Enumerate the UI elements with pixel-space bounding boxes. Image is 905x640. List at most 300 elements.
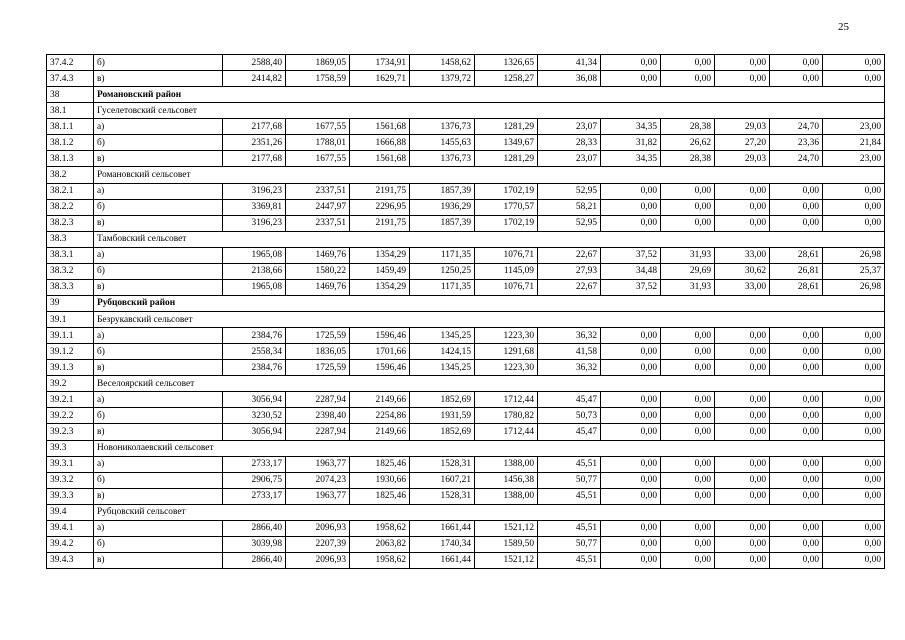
value-cell: 3230,52 bbox=[223, 408, 286, 424]
value-cell: 1281,29 bbox=[475, 151, 538, 167]
table-row bbox=[47, 71, 885, 87]
value-cell: 1459,49 bbox=[350, 263, 410, 279]
value-cell: 1869,05 bbox=[286, 55, 350, 71]
row-code: 38 bbox=[47, 87, 94, 103]
table-row bbox=[47, 536, 885, 552]
value-cell: 1965,08 bbox=[223, 247, 286, 263]
row-code: 37.4.2 bbox=[47, 55, 94, 71]
row-option: б) bbox=[94, 135, 223, 151]
table-row bbox=[47, 328, 885, 344]
value-cell: 1661,44 bbox=[410, 552, 475, 568]
value-cell: 2207,39 bbox=[286, 536, 350, 552]
value-cell: 0,00 bbox=[823, 55, 885, 71]
value-cell: 0,00 bbox=[770, 520, 823, 536]
value-cell: 1740,34 bbox=[410, 536, 475, 552]
value-cell: 0,00 bbox=[715, 360, 770, 376]
value-cell: 2384,76 bbox=[223, 360, 286, 376]
value-cell: 1825,46 bbox=[350, 488, 410, 504]
value-cell: 0,00 bbox=[770, 424, 823, 440]
table-row bbox=[47, 552, 885, 568]
value-cell: 0,00 bbox=[770, 360, 823, 376]
row-option: в) bbox=[94, 424, 223, 440]
value-cell: 1758,59 bbox=[286, 71, 350, 87]
table-row bbox=[47, 151, 885, 167]
value-cell: 0,00 bbox=[601, 520, 661, 536]
row-code: 39.4.3 bbox=[47, 552, 94, 568]
value-cell: 0,00 bbox=[770, 183, 823, 199]
value-cell: 1561,68 bbox=[350, 119, 410, 135]
value-cell: 29,03 bbox=[715, 151, 770, 167]
value-cell: 0,00 bbox=[661, 424, 715, 440]
value-cell: 28,61 bbox=[770, 247, 823, 263]
table-row bbox=[47, 456, 885, 472]
value-cell: 2149,66 bbox=[350, 392, 410, 408]
value-cell: 1607,21 bbox=[410, 472, 475, 488]
council-name: Тамбовский сельсовет bbox=[94, 231, 885, 247]
value-cell: 0,00 bbox=[715, 488, 770, 504]
value-cell: 0,00 bbox=[823, 215, 885, 231]
value-cell: 31,93 bbox=[661, 279, 715, 295]
value-cell: 34,48 bbox=[601, 263, 661, 279]
value-cell: 0,00 bbox=[661, 472, 715, 488]
row-option: а) bbox=[94, 119, 223, 135]
value-cell: 2398,40 bbox=[286, 408, 350, 424]
row-code: 39.3.2 bbox=[47, 472, 94, 488]
value-cell: 0,00 bbox=[823, 71, 885, 87]
value-cell: 2096,93 bbox=[286, 520, 350, 536]
value-cell: 1852,69 bbox=[410, 392, 475, 408]
row-option: в) bbox=[94, 360, 223, 376]
value-cell: 1458,62 bbox=[410, 55, 475, 71]
value-cell: 1528,31 bbox=[410, 488, 475, 504]
value-cell: 0,00 bbox=[715, 520, 770, 536]
row-option: б) bbox=[94, 344, 223, 360]
value-cell: 1223,30 bbox=[475, 360, 538, 376]
table-row bbox=[47, 360, 885, 376]
value-cell: 0,00 bbox=[601, 552, 661, 568]
tariff-table bbox=[46, 54, 885, 569]
value-cell: 2096,93 bbox=[286, 552, 350, 568]
value-cell: 52,95 bbox=[538, 215, 601, 231]
value-cell: 52,95 bbox=[538, 183, 601, 199]
value-cell: 1561,68 bbox=[350, 151, 410, 167]
district-name: Романовский район bbox=[94, 87, 885, 103]
value-cell: 36,08 bbox=[538, 71, 601, 87]
row-option: б) bbox=[94, 408, 223, 424]
table-row bbox=[47, 392, 885, 408]
district-header-row bbox=[47, 295, 885, 311]
table-body bbox=[47, 55, 885, 569]
table-row bbox=[47, 344, 885, 360]
table-row bbox=[47, 263, 885, 279]
table-row bbox=[47, 119, 885, 135]
value-cell: 1958,62 bbox=[350, 520, 410, 536]
value-cell: 1958,62 bbox=[350, 552, 410, 568]
table-row bbox=[47, 183, 885, 199]
value-cell: 1963,77 bbox=[286, 456, 350, 472]
value-cell: 0,00 bbox=[823, 536, 885, 552]
value-cell: 1580,22 bbox=[286, 263, 350, 279]
table-row bbox=[47, 215, 885, 231]
row-code: 39.3 bbox=[47, 440, 94, 456]
row-code: 39.4.2 bbox=[47, 536, 94, 552]
value-cell: 3056,94 bbox=[223, 424, 286, 440]
value-cell: 0,00 bbox=[715, 215, 770, 231]
value-cell: 0,00 bbox=[601, 392, 661, 408]
council-header-row bbox=[47, 312, 885, 328]
value-cell: 2287,94 bbox=[286, 392, 350, 408]
value-cell: 0,00 bbox=[715, 199, 770, 215]
value-cell: 0,00 bbox=[823, 488, 885, 504]
value-cell: 1456,38 bbox=[475, 472, 538, 488]
value-cell: 28,33 bbox=[538, 135, 601, 151]
value-cell: 1376,73 bbox=[410, 119, 475, 135]
value-cell: 1291,68 bbox=[475, 344, 538, 360]
row-code: 38.2 bbox=[47, 167, 94, 183]
value-cell: 1852,69 bbox=[410, 424, 475, 440]
value-cell: 36,32 bbox=[538, 328, 601, 344]
value-cell: 0,00 bbox=[823, 344, 885, 360]
value-cell: 3369,81 bbox=[223, 199, 286, 215]
value-cell: 1825,46 bbox=[350, 456, 410, 472]
value-cell: 1388,00 bbox=[475, 488, 538, 504]
value-cell: 1661,44 bbox=[410, 520, 475, 536]
value-cell: 0,00 bbox=[823, 552, 885, 568]
row-option: в) bbox=[94, 488, 223, 504]
row-option: б) bbox=[94, 263, 223, 279]
value-cell: 34,35 bbox=[601, 119, 661, 135]
value-cell: 1702,19 bbox=[475, 183, 538, 199]
value-cell: 0,00 bbox=[770, 536, 823, 552]
value-cell: 1931,59 bbox=[410, 408, 475, 424]
value-cell: 45,47 bbox=[538, 392, 601, 408]
value-cell: 25,37 bbox=[823, 263, 885, 279]
row-code: 38.1.1 bbox=[47, 119, 94, 135]
value-cell: 0,00 bbox=[823, 183, 885, 199]
value-cell: 0,00 bbox=[661, 199, 715, 215]
value-cell: 0,00 bbox=[770, 408, 823, 424]
value-cell: 2906,75 bbox=[223, 472, 286, 488]
value-cell: 0,00 bbox=[601, 71, 661, 87]
row-code: 39.3.3 bbox=[47, 488, 94, 504]
value-cell: 30,62 bbox=[715, 263, 770, 279]
value-cell: 0,00 bbox=[661, 215, 715, 231]
value-cell: 1223,30 bbox=[475, 328, 538, 344]
value-cell: 33,00 bbox=[715, 247, 770, 263]
value-cell: 1734,91 bbox=[350, 55, 410, 71]
value-cell: 0,00 bbox=[601, 472, 661, 488]
council-header-row bbox=[47, 440, 885, 456]
row-code: 39.1.1 bbox=[47, 328, 94, 344]
value-cell: 45,51 bbox=[538, 552, 601, 568]
row-option: а) bbox=[94, 456, 223, 472]
value-cell: 0,00 bbox=[661, 520, 715, 536]
value-cell: 36,32 bbox=[538, 360, 601, 376]
value-cell: 22,67 bbox=[538, 279, 601, 295]
value-cell: 0,00 bbox=[661, 183, 715, 199]
value-cell: 0,00 bbox=[715, 55, 770, 71]
value-cell: 26,62 bbox=[661, 135, 715, 151]
value-cell: 0,00 bbox=[601, 424, 661, 440]
row-option: б) bbox=[94, 199, 223, 215]
value-cell: 1836,05 bbox=[286, 344, 350, 360]
value-cell: 1528,31 bbox=[410, 456, 475, 472]
value-cell: 2866,40 bbox=[223, 552, 286, 568]
value-cell: 2254,86 bbox=[350, 408, 410, 424]
row-option: а) bbox=[94, 392, 223, 408]
council-name: Гуселетовский сельсовет bbox=[94, 103, 885, 119]
value-cell: 2337,51 bbox=[286, 183, 350, 199]
row-code: 38.2.3 bbox=[47, 215, 94, 231]
value-cell: 31,82 bbox=[601, 135, 661, 151]
value-cell: 1677,55 bbox=[286, 151, 350, 167]
value-cell: 2296,95 bbox=[350, 199, 410, 215]
value-cell: 0,00 bbox=[823, 392, 885, 408]
value-cell: 28,38 bbox=[661, 151, 715, 167]
value-cell: 41,34 bbox=[538, 55, 601, 71]
value-cell: 23,00 bbox=[823, 151, 885, 167]
value-cell: 0,00 bbox=[661, 360, 715, 376]
value-cell: 34,35 bbox=[601, 151, 661, 167]
row-option: в) bbox=[94, 71, 223, 87]
value-cell: 0,00 bbox=[770, 55, 823, 71]
value-cell: 0,00 bbox=[715, 456, 770, 472]
value-cell: 0,00 bbox=[661, 456, 715, 472]
council-name: Безрукавский сельсовет bbox=[94, 312, 885, 328]
value-cell: 0,00 bbox=[601, 488, 661, 504]
value-cell: 2866,40 bbox=[223, 520, 286, 536]
row-option: в) bbox=[94, 279, 223, 295]
value-cell: 1712,44 bbox=[475, 424, 538, 440]
value-cell: 1076,71 bbox=[475, 279, 538, 295]
value-cell: 27,93 bbox=[538, 263, 601, 279]
value-cell: 1388,00 bbox=[475, 456, 538, 472]
value-cell: 27,20 bbox=[715, 135, 770, 151]
value-cell: 1281,29 bbox=[475, 119, 538, 135]
value-cell: 0,00 bbox=[770, 392, 823, 408]
value-cell: 23,07 bbox=[538, 151, 601, 167]
table-row bbox=[47, 520, 885, 536]
row-code: 38.3.2 bbox=[47, 263, 94, 279]
value-cell: 45,51 bbox=[538, 520, 601, 536]
value-cell: 0,00 bbox=[823, 199, 885, 215]
value-cell: 1589,50 bbox=[475, 536, 538, 552]
row-code: 38.2.2 bbox=[47, 199, 94, 215]
row-option: а) bbox=[94, 247, 223, 263]
row-option: а) bbox=[94, 520, 223, 536]
value-cell: 0,00 bbox=[770, 215, 823, 231]
row-option: б) bbox=[94, 472, 223, 488]
district-header-row bbox=[47, 87, 885, 103]
value-cell: 50,77 bbox=[538, 536, 601, 552]
value-cell: 1936,29 bbox=[410, 199, 475, 215]
value-cell: 21,84 bbox=[823, 135, 885, 151]
value-cell: 1469,76 bbox=[286, 279, 350, 295]
value-cell: 1596,46 bbox=[350, 360, 410, 376]
value-cell: 23,36 bbox=[770, 135, 823, 151]
table-row bbox=[47, 408, 885, 424]
value-cell: 45,47 bbox=[538, 424, 601, 440]
value-cell: 0,00 bbox=[661, 536, 715, 552]
value-cell: 2191,75 bbox=[350, 183, 410, 199]
council-header-row bbox=[47, 167, 885, 183]
value-cell: 0,00 bbox=[715, 344, 770, 360]
value-cell: 2074,23 bbox=[286, 472, 350, 488]
value-cell: 1788,01 bbox=[286, 135, 350, 151]
value-cell: 2149,66 bbox=[350, 424, 410, 440]
row-option: в) bbox=[94, 552, 223, 568]
value-cell: 0,00 bbox=[601, 215, 661, 231]
value-cell: 31,93 bbox=[661, 247, 715, 263]
value-cell: 1725,59 bbox=[286, 328, 350, 344]
row-code: 39.4.1 bbox=[47, 520, 94, 536]
value-cell: 1725,59 bbox=[286, 360, 350, 376]
value-cell: 0,00 bbox=[661, 328, 715, 344]
table-row bbox=[47, 472, 885, 488]
value-cell: 1702,19 bbox=[475, 215, 538, 231]
value-cell: 41,58 bbox=[538, 344, 601, 360]
value-cell: 1376,73 bbox=[410, 151, 475, 167]
value-cell: 0,00 bbox=[601, 199, 661, 215]
value-cell: 2447,97 bbox=[286, 199, 350, 215]
table-row bbox=[47, 55, 885, 71]
value-cell: 29,03 bbox=[715, 119, 770, 135]
value-cell: 0,00 bbox=[715, 408, 770, 424]
value-cell: 0,00 bbox=[823, 456, 885, 472]
row-code: 39.1 bbox=[47, 312, 94, 328]
value-cell: 0,00 bbox=[715, 552, 770, 568]
page-number: 25 bbox=[838, 21, 849, 33]
row-option: в) bbox=[94, 215, 223, 231]
value-cell: 0,00 bbox=[661, 392, 715, 408]
row-code: 38.3.1 bbox=[47, 247, 94, 263]
value-cell: 1171,35 bbox=[410, 279, 475, 295]
council-name: Веселоярский сельсовет bbox=[94, 376, 885, 392]
row-option: б) bbox=[94, 536, 223, 552]
value-cell: 0,00 bbox=[715, 183, 770, 199]
district-name: Рубцовский район bbox=[94, 295, 885, 311]
row-code: 38.3 bbox=[47, 231, 94, 247]
value-cell: 2063,82 bbox=[350, 536, 410, 552]
value-cell: 1250,25 bbox=[410, 263, 475, 279]
council-name: Рубцовский сельсовет bbox=[94, 504, 885, 520]
value-cell: 0,00 bbox=[770, 328, 823, 344]
row-option: а) bbox=[94, 328, 223, 344]
value-cell: 1076,71 bbox=[475, 247, 538, 263]
value-cell: 1521,12 bbox=[475, 520, 538, 536]
value-cell: 0,00 bbox=[661, 344, 715, 360]
table-row bbox=[47, 135, 885, 151]
value-cell: 0,00 bbox=[661, 71, 715, 87]
row-option: в) bbox=[94, 151, 223, 167]
row-code: 38.1.3 bbox=[47, 151, 94, 167]
value-cell: 0,00 bbox=[823, 472, 885, 488]
value-cell: 33,00 bbox=[715, 279, 770, 295]
council-header-row bbox=[47, 103, 885, 119]
row-code: 39.1.2 bbox=[47, 344, 94, 360]
value-cell: 0,00 bbox=[601, 183, 661, 199]
value-cell: 45,51 bbox=[538, 488, 601, 504]
council-header-row bbox=[47, 231, 885, 247]
value-cell: 1857,39 bbox=[410, 183, 475, 199]
value-cell: 2733,17 bbox=[223, 456, 286, 472]
value-cell: 0,00 bbox=[601, 408, 661, 424]
value-cell: 22,67 bbox=[538, 247, 601, 263]
value-cell: 0,00 bbox=[715, 392, 770, 408]
value-cell: 0,00 bbox=[770, 456, 823, 472]
value-cell: 2191,75 bbox=[350, 215, 410, 231]
table-row bbox=[47, 199, 885, 215]
value-cell: 0,00 bbox=[770, 552, 823, 568]
value-cell: 26,81 bbox=[770, 263, 823, 279]
row-code: 38.1 bbox=[47, 103, 94, 119]
row-option: б) bbox=[94, 55, 223, 71]
value-cell: 1712,44 bbox=[475, 392, 538, 408]
value-cell: 0,00 bbox=[823, 328, 885, 344]
value-cell: 1354,29 bbox=[350, 279, 410, 295]
value-cell: 2733,17 bbox=[223, 488, 286, 504]
value-cell: 1963,77 bbox=[286, 488, 350, 504]
value-cell: 0,00 bbox=[715, 328, 770, 344]
value-cell: 0,00 bbox=[715, 472, 770, 488]
value-cell: 0,00 bbox=[823, 408, 885, 424]
value-cell: 1258,27 bbox=[475, 71, 538, 87]
value-cell: 0,00 bbox=[770, 472, 823, 488]
value-cell: 26,98 bbox=[823, 279, 885, 295]
value-cell: 2588,40 bbox=[223, 55, 286, 71]
value-cell: 2414,82 bbox=[223, 71, 286, 87]
value-cell: 0,00 bbox=[661, 55, 715, 71]
value-cell: 1701,66 bbox=[350, 344, 410, 360]
value-cell: 3196,23 bbox=[223, 215, 286, 231]
value-cell: 0,00 bbox=[823, 520, 885, 536]
value-cell: 0,00 bbox=[661, 408, 715, 424]
value-cell: 0,00 bbox=[770, 344, 823, 360]
value-cell: 0,00 bbox=[715, 424, 770, 440]
value-cell: 28,61 bbox=[770, 279, 823, 295]
value-cell: 0,00 bbox=[715, 71, 770, 87]
value-cell: 3056,94 bbox=[223, 392, 286, 408]
value-cell: 0,00 bbox=[661, 488, 715, 504]
value-cell: 0,00 bbox=[715, 536, 770, 552]
council-name: Романовский сельсовет bbox=[94, 167, 885, 183]
value-cell: 0,00 bbox=[601, 456, 661, 472]
row-option: а) bbox=[94, 183, 223, 199]
value-cell: 1930,66 bbox=[350, 472, 410, 488]
value-cell: 24,70 bbox=[770, 119, 823, 135]
value-cell: 1145,09 bbox=[475, 263, 538, 279]
value-cell: 1326,65 bbox=[475, 55, 538, 71]
table-row bbox=[47, 279, 885, 295]
value-cell: 0,00 bbox=[823, 424, 885, 440]
value-cell: 24,70 bbox=[770, 151, 823, 167]
value-cell: 26,98 bbox=[823, 247, 885, 263]
value-cell: 2287,94 bbox=[286, 424, 350, 440]
value-cell: 1424,15 bbox=[410, 344, 475, 360]
value-cell: 50,73 bbox=[538, 408, 601, 424]
row-code: 39 bbox=[47, 295, 94, 311]
value-cell: 2177,68 bbox=[223, 119, 286, 135]
row-code: 38.1.2 bbox=[47, 135, 94, 151]
table-row bbox=[47, 488, 885, 504]
table-row bbox=[47, 424, 885, 440]
value-cell: 2177,68 bbox=[223, 151, 286, 167]
value-cell: 37,52 bbox=[601, 247, 661, 263]
value-cell: 1677,55 bbox=[286, 119, 350, 135]
value-cell: 1455,63 bbox=[410, 135, 475, 151]
value-cell: 50,77 bbox=[538, 472, 601, 488]
value-cell: 1965,08 bbox=[223, 279, 286, 295]
